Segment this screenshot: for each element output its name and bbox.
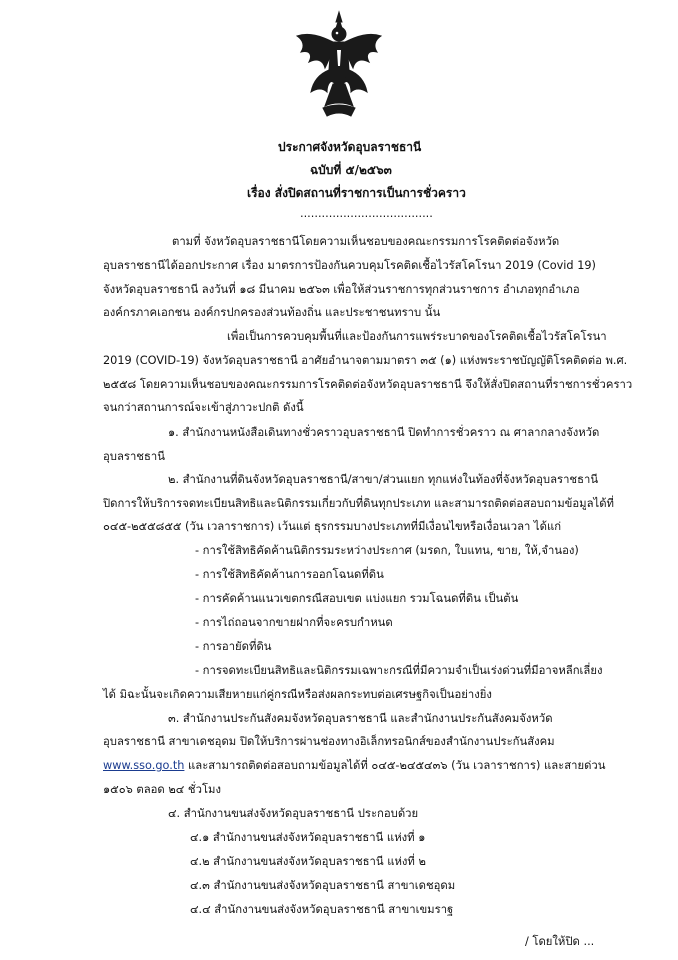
- announcement-title: ประกาศจังหวัดอุบลราชธานี: [278, 140, 422, 154]
- para2-line: ๒๕๕๘ โดยความเห็นชอบของคณะกรรมการโรคติดต่อจังหวัดอุบลราชธานี จึงให้สั่งปิดสถานที่ราชการชั่วคราว: [103, 378, 633, 391]
- item2-bullet: - การไถ่ถอนจากขายฝากที่จะครบกำหนด: [195, 616, 393, 629]
- item3-contact-text: และสามารถติดต่อสอบถามข้อมูลได้ที่ ๐๔๕-๒๔๕๔๓๖ (วัน เวลาราชการ) และสายด่วน: [184, 759, 606, 772]
- para2-line: จนกว่าสถานการณ์จะเข้าสู่ภาวะปกติ ดังนี้: [103, 401, 304, 414]
- item4-line: ๔. สำนักงานขนส่งจังหวัดอุบลราชธานี ประกอบด้วย: [168, 807, 419, 820]
- separator-dots: .....................................: [300, 207, 433, 220]
- para2-line: เพื่อเป็นการควบคุมพื้นที่และป้องกันการแพร่ระบาดของโรคติดเชื้อไวรัสโคโรนา: [227, 330, 607, 343]
- item3-line: อุบลราชธานี สาขาเดชอุดม ปิดให้บริการผ่านช่องทางอิเล็กทรอนิกส์ของสำนักงานประกันสังคม: [103, 735, 555, 748]
- item4-sub: ๔.๔ สำนักงานขนส่งจังหวัดอุบลราชธานี สาขาเขมราฐ: [190, 903, 454, 916]
- continued-note: / โดยให้ปิด ...: [525, 935, 595, 948]
- para1-line: อุบลราชธานีได้ออกประกาศ เรื่อง มาตรการป้องกันควบคุมโรคติดเชื้อไวรัสโคโรนา 2019 (Covid 19): [103, 259, 596, 272]
- item3-line: ๓. สำนักงานประกันสังคมจังหวัดอุบลราชธานี และสำนักงานประกันสังคมจังหวัด: [168, 712, 553, 725]
- item3-line-with-link: [103, 759, 605, 773]
- item4-sub: ๔.๒ สำนักงานขนส่งจังหวัดอุบลราชธานี แห่งที่ ๒: [190, 855, 426, 868]
- item2-line: ปิดการให้บริการจดทะเบียนสิทธิและนิติกรรมเกี่ยวกับที่ดินทุกประเภท และสามารถติดต่อสอบถามข้อมูลได้ที่: [103, 497, 614, 510]
- item2-line: ได้ มิฉะนั้นจะเกิดความเสียหายแก่คู่กรณีหรือส่งผลกระทบต่อเศรษฐกิจเป็นอย่างยิ่ง: [103, 688, 492, 701]
- para1-line: ตามที่ จังหวัดอุบลราชธานีโดยความเห็นชอบของคณะกรรมการโรคติดต่อจังหวัด: [172, 235, 560, 248]
- announcement-subject: เรื่อง สั่งปิดสถานที่ราชการเป็นการชั่วคราว: [247, 186, 466, 200]
- item2-bullet: - การใช้สิทธิคัดค้านการออกโฉนดที่ดิน: [195, 568, 384, 581]
- para2-line: 2019 (COVID-19) จังหวัดอุบลราชธานี อาศัยอำนาจตามมาตรา ๓๕ (๑) แห่งพระราชบัญญัติโรคติดต่อ พ.ศ.: [103, 354, 628, 367]
- item2-bullet: - การคัดค้านแนวเขตกรณีสอบเขต แบ่งแยก รวมโฉนดที่ดิน เป็นต้น: [195, 592, 519, 605]
- item2-line: ๒. สำนักงานที่ดินจังหวัดอุบลราชธานี/สาขา/ส่วนแยก ทุกแห่งในท้องที่จังหวัดอุบลราชธานี: [168, 473, 599, 486]
- para1-line: จังหวัดอุบลราชธานี ลงวันที่ ๑๘ มีนาคม ๒๕๖๓ เพื่อให้ส่วนราชการทุกส่วนราชการ อำเภอทุกอำเภอ: [103, 283, 580, 296]
- item2-bullet: - การใช้สิทธิคัดค้านนิติกรรมระหว่างประกาศ (มรดก, ใบแทน, ขาย, ให้,จำนอง): [195, 544, 579, 557]
- item2-line: ๐๔๕-๒๕๕๘๕๕ (วัน เวลาราชการ) เว้นแต่ ธุรกรรมบางประเภทที่มีเงื่อนไขหรือเงื่อนเวลา ได้แก่: [103, 520, 562, 533]
- sso-website-link[interactable]: www.sso.go.th: [103, 759, 185, 772]
- item1-line: ๑. สำนักงานหนังสือเดินทางชั่วคราวอุบลราชธานี ปิดทำการชั่วคราว ณ ศาลากลางจังหวัด: [168, 426, 600, 439]
- item2-bullet: - การจดทะเบียนสิทธิและนิติกรรมเฉพาะกรณีที่มีความจำเป็นเร่งด่วนที่มีอาจหลีกเลี่ยง: [195, 664, 603, 677]
- garuda-emblem-icon: [293, 10, 385, 122]
- item1-line: อุบลราชธานี: [103, 450, 165, 463]
- item4-sub: ๔.๑ สำนักงานขนส่งจังหวัดอุบลราชธานี แห่งที่ ๑: [190, 831, 426, 844]
- item3-line: ๑๕๐๖ ตลอด ๒๔ ชั่วโมง: [103, 783, 221, 796]
- announcement-number: ฉบับที่ ๕/๒๕๖๓: [310, 163, 392, 177]
- item4-sub: ๔.๓ สำนักงานขนส่งจังหวัดอุบลราชธานี สาขาเดชอุดม: [190, 879, 456, 892]
- para1-line: องค์กรภาคเอกชน องค์กรปกครองส่วนท้องถิ่น และประชาชนทราบ นั้น: [103, 306, 441, 319]
- item2-bullet: - การอายัดที่ดิน: [195, 640, 272, 653]
